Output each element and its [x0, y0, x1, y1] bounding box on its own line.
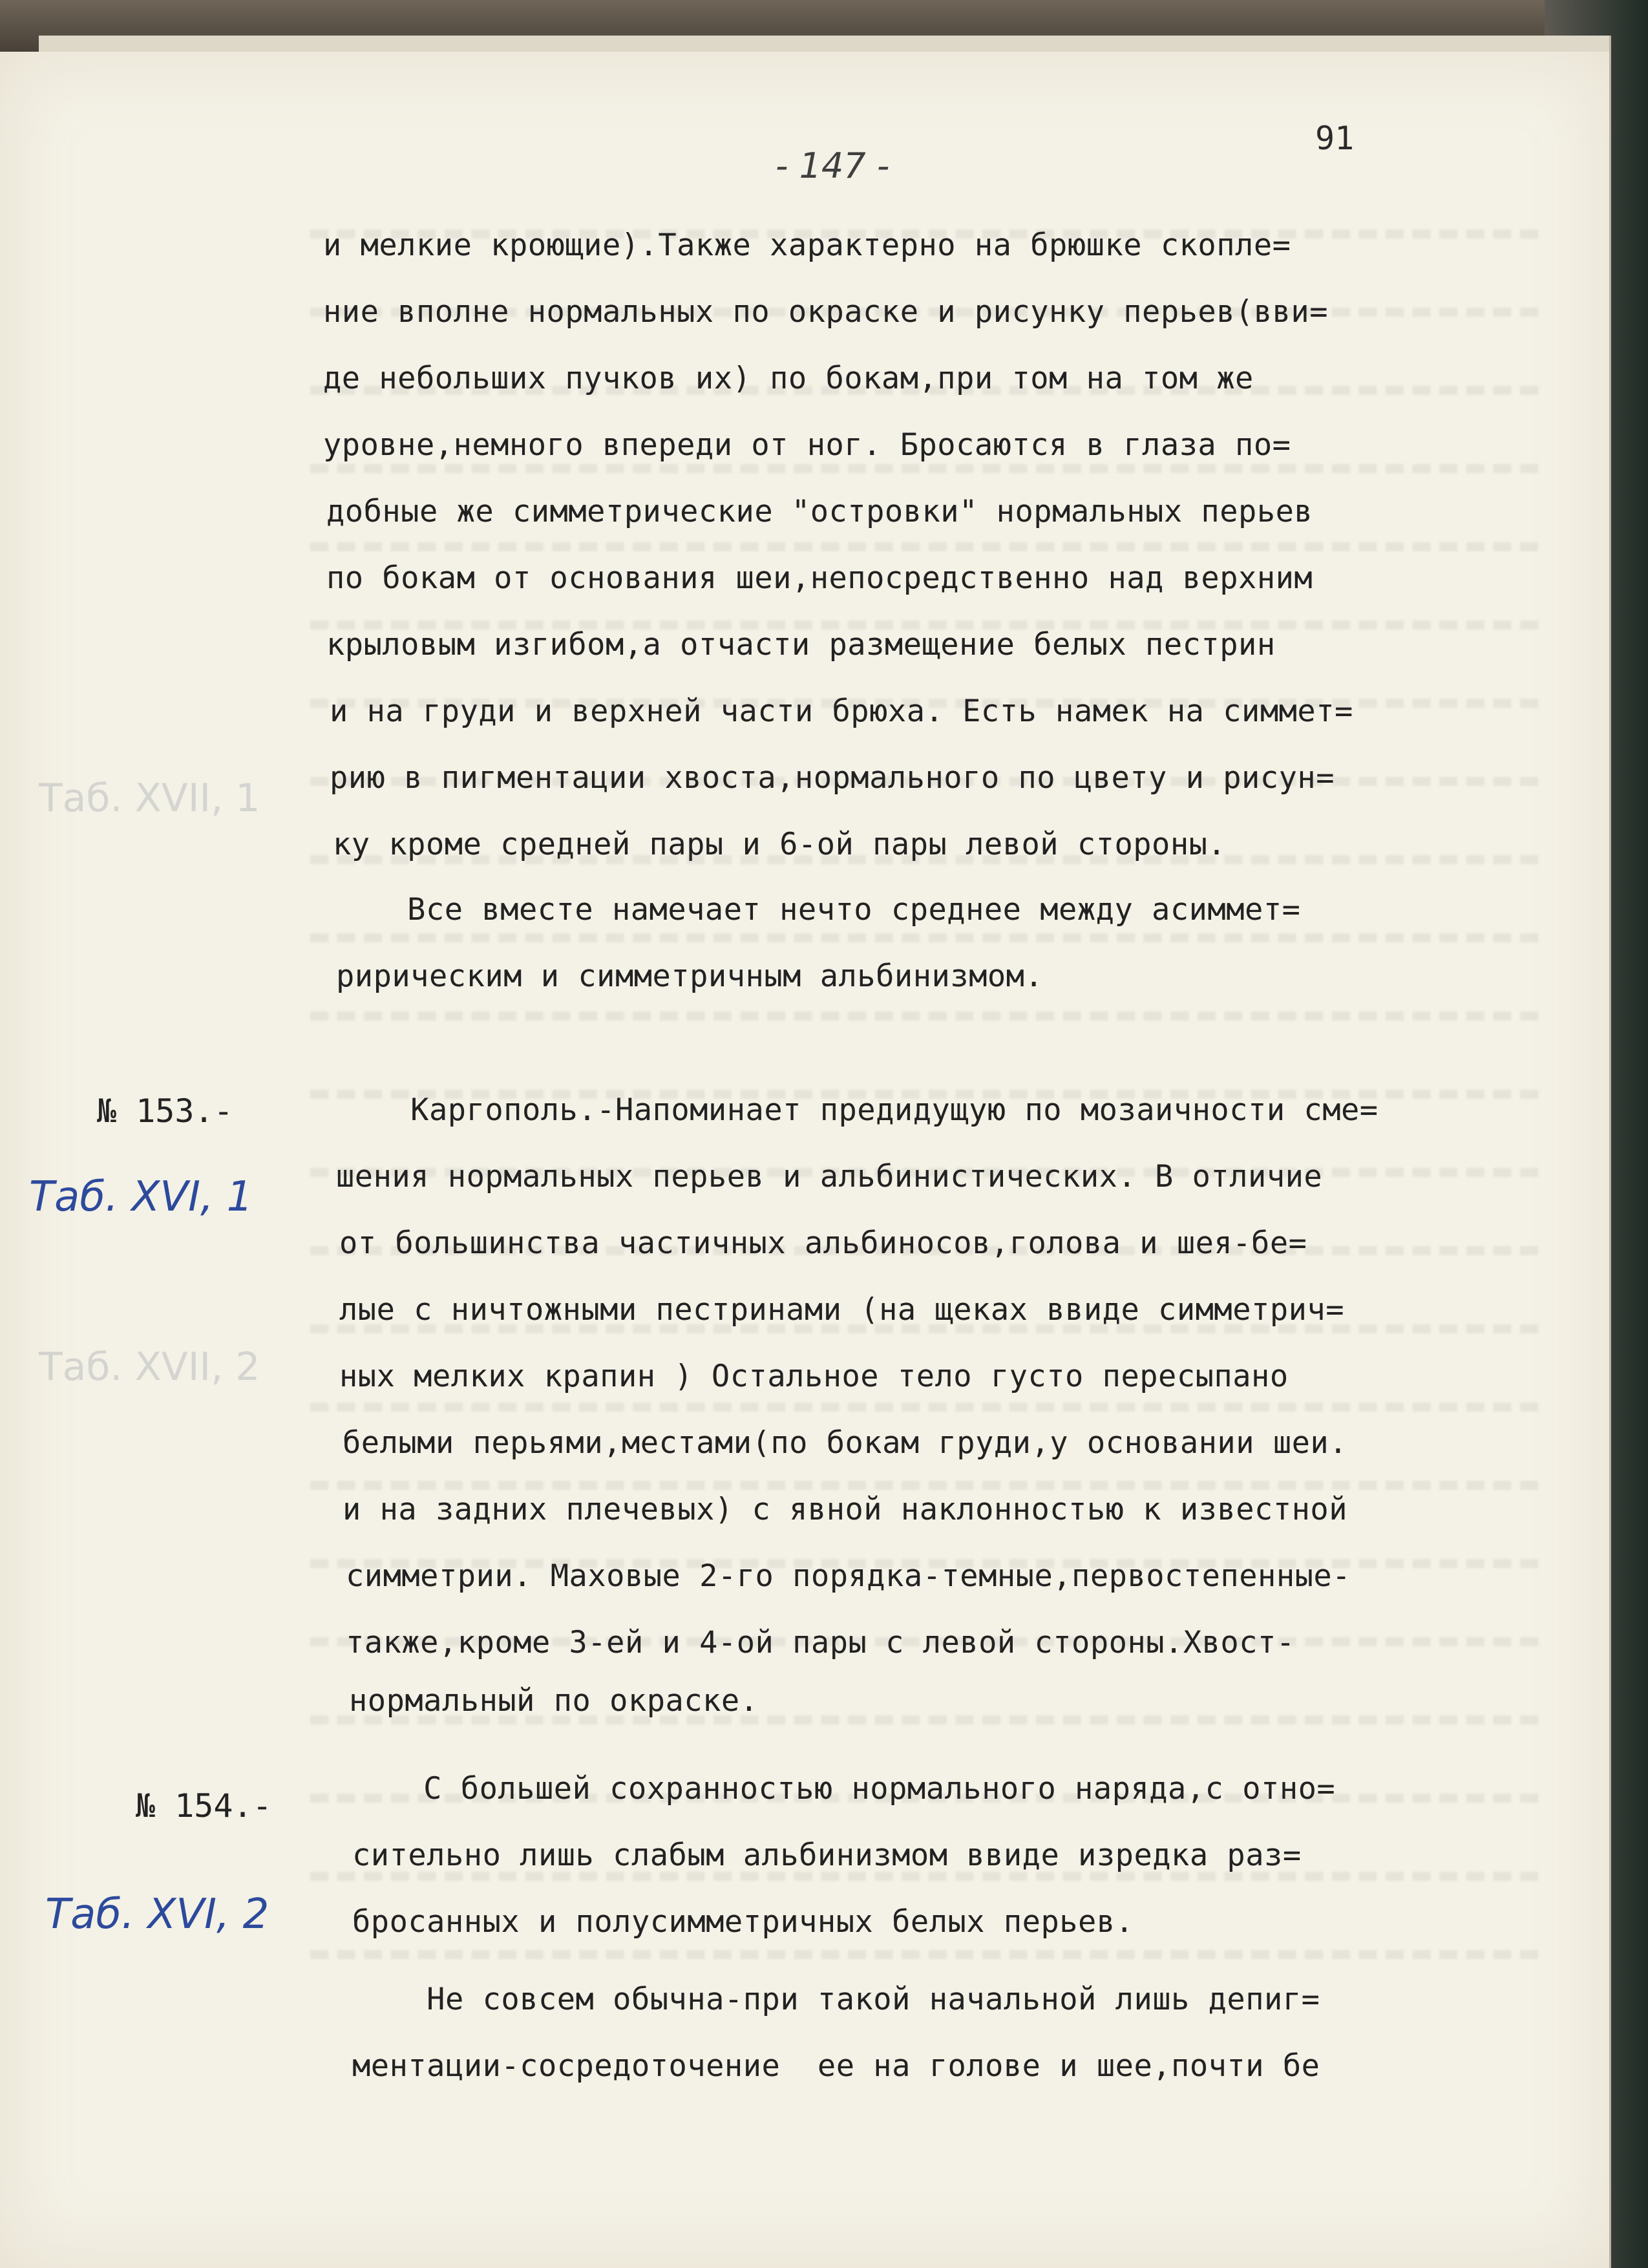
text-line: ных мелких крапин ) Остальное тело густо пересыпано: [339, 1359, 1289, 1394]
text-line: лые с ничтожными пестринами (на щеках ввиде симметрич=: [339, 1292, 1345, 1328]
text-line: и на груди и верхней части брюха. Есть намек на симмет=: [330, 694, 1353, 729]
text-line: ментации-сосредоточение ее на голове и шее,почти бе: [352, 2048, 1320, 2084]
text-line: крыловым изгибом,а отчасти размещение белых пестрин: [326, 627, 1276, 662]
specimen-number: № 154.-: [136, 1787, 272, 1825]
text-line: Все вместе намечает нечто среднее между асиммет=: [333, 892, 1301, 927]
text-line: ние вполне нормальных по окраске и рисунку перьев(вви=: [323, 294, 1329, 330]
text-line: Каргополь.-Напоминает предидущую по мозаичности сме=: [336, 1092, 1379, 1128]
text-line: белыми перьями,местами(по бокам груди,у основании шеи.: [343, 1425, 1348, 1461]
text-line: добные же симметрические "островки" нормальных перьев: [326, 494, 1313, 529]
text-line: ку кроме средней пары и 6-ой пары левой стороны.: [333, 827, 1227, 862]
text-line: бросанных и полусимметричных белых перьев.: [352, 1904, 1134, 1940]
text-line: и мелкие кроющие).Также характерно на брюшке скопле=: [323, 228, 1291, 263]
plate-reference: Таб. XVI, 1: [29, 1173, 253, 1221]
text-line: шения нормальных перьев и альбинистических. В отличие: [336, 1159, 1323, 1194]
typed-page-number: 91: [1315, 120, 1355, 157]
text-line: также,кроме 3-ей и 4-ой пары с левой стороны.Хвост-: [346, 1625, 1295, 1660]
text-line: по бокам от основания шеи,непосредственно над верхним: [326, 560, 1313, 596]
text-line: ририческим и симметричным альбинизмом.: [336, 959, 1044, 994]
text-line: Не совсем обычна-при такой начальной лишь депиг=: [352, 1982, 1320, 2017]
plate-reference: Таб. XVI, 2: [45, 1891, 269, 1938]
handwritten-page-number: - 147 -: [776, 145, 890, 186]
show-through-text: [310, 168, 1538, 1849]
text-line: уровне,немного впереди от ног. Бросаются в глаза по=: [323, 427, 1291, 463]
text-line: С большей сохранностью нормального наряда,с отно=: [349, 1771, 1336, 1807]
ghost-plate-mark: Таб. XVII, 2: [39, 1344, 260, 1390]
text-line: симметрии. Маховые 2-го порядка-темные,первостепенные-: [346, 1558, 1351, 1594]
text-line: де небольших пучков их) по бокам,при том на том же: [323, 361, 1254, 396]
text-line: рию в пигментации хвоста,нормального по цвету и рисун=: [330, 760, 1335, 796]
specimen-number: № 153.-: [97, 1092, 233, 1130]
ghost-plate-mark: Таб. XVII, 1: [39, 776, 260, 821]
text-line: сительно лишь слабым альбинизмом ввиде изредка раз=: [352, 1838, 1302, 1873]
text-line: нормальный по окраске.: [349, 1683, 759, 1719]
text-line: и на задних плечевых) с явной наклонностью к известной: [343, 1492, 1348, 1527]
text-line: от большинства частичных альбиносов,голова и шея-бе=: [339, 1225, 1307, 1261]
